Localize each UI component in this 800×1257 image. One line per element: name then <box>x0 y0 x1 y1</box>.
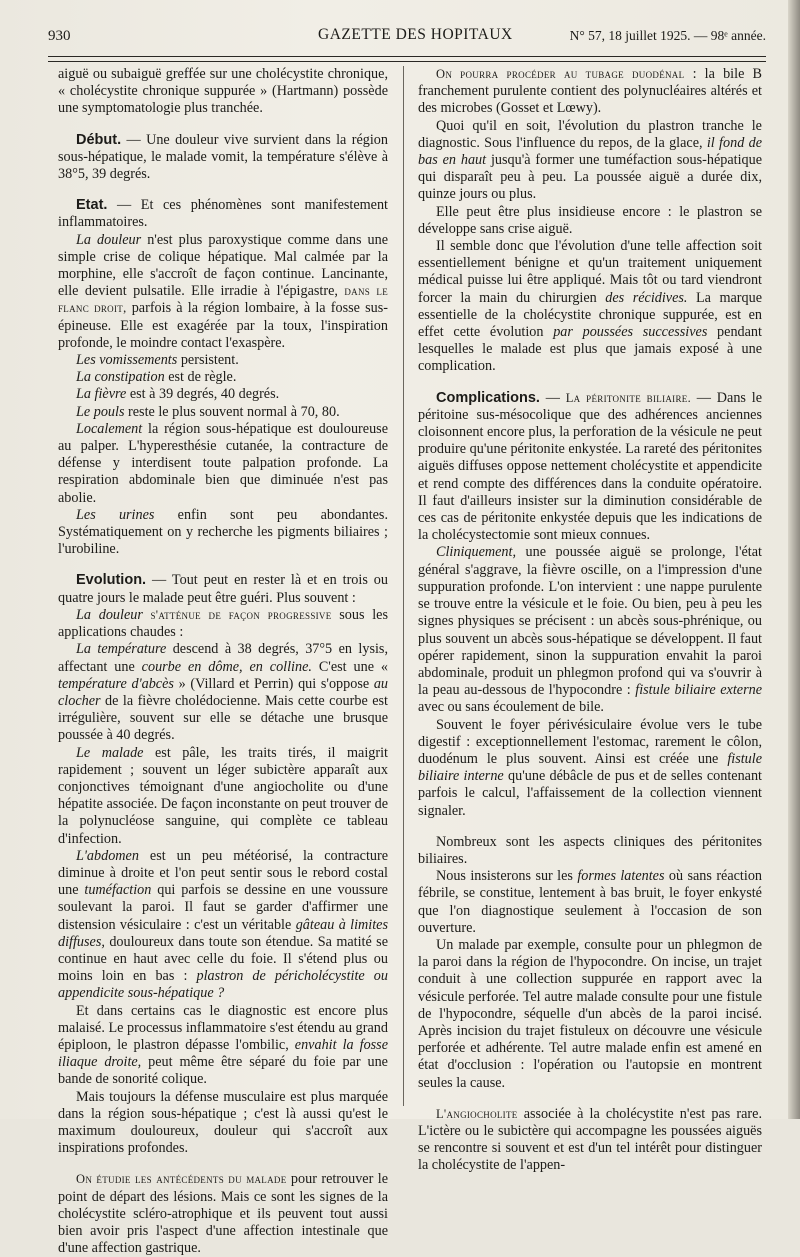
text-run: Quoi qu'il en soit, l'évolution du plastron tranche le diagnostic. Sous l'influence du repos, de la glace, <box>418 117 762 151</box>
paragraph <box>58 232 388 352</box>
text-run: Et dans certains cas le diagnostic est encore plus malaisé. Le processus inflammatoire s'est étendu au grand épiploon, le plastron dépasse l'ombilic, <box>58 1002 388 1053</box>
text-run: On étudie les antécédents du malade <box>76 1172 287 1187</box>
text-run: — Dans le péritoine sus-mésocolique que des adhérences anciennes cloisonnent encore plus, la perforation de la vésicule ne peut produire qu'une péritonite enkystée. La rareté des péritonites aiguës diffuses oppose nettement cholécystite et appendicite et rend compte des différences dans la conduite opératoire. Il faut d'ailleurs insister sur la diminution considérable de ces cas de péritonite enkystée depuis que les indications de la cholécystectomie sont mieux connues. <box>418 389 763 544</box>
section-heading: Complications. <box>436 389 540 406</box>
italic-phrase: courbe en dôme, en colline. <box>141 658 312 675</box>
italic-phrase: envahit la fosse iliaque droite, <box>58 1036 388 1071</box>
text-run: où sans réaction fébrile, se constitue, lentement à bas bruit, le foyer enkysté que l'on diagnostique seulement à l'occasion de son ouverture. <box>418 868 763 936</box>
text-run: L'angiocholite <box>436 1106 518 1121</box>
text-run: La péritonite biliaire. <box>565 390 691 405</box>
paragraph <box>58 386 388 403</box>
italic-phrase: Localement <box>76 420 143 437</box>
text-run: est à 39 degrés, 40 degrés. <box>126 386 280 403</box>
paragraph <box>418 717 762 820</box>
text-run: — Tout peut en rester là et en trois ou quatre jours le malade peut être guéri. Plus souvent : <box>58 572 388 606</box>
text-run: aiguë ou subaiguë greffée sur une cholécystite chronique, « cholécystite chronique suppurée » (Hartmann) possède une symptomatologie plus tranchée. <box>58 66 388 117</box>
text-run: — Et ces phénomènes sont manifestement inflammatoires. <box>58 197 388 231</box>
text-run: La marque essentielle de la cholécystite chronique suppurée, est en effet cette évolution <box>418 289 763 341</box>
text-run: parfois à la région lombaire, à la fosse sus-épineuse. Elle est exagérée par la toux, l'inspiration profonde, le moindre contact l'exaspère. <box>58 300 388 351</box>
paragraph <box>58 352 388 369</box>
section-heading: Evolution. <box>76 572 147 589</box>
section-heading: Etat. <box>76 197 108 214</box>
text-run: n'est plus paroxystique comme dans une simple crise de colique hépatique. Mal calmée par la morphine, elle s'accroît de façon continue. Lancinante, elle devient pulsatile. Elle irradie à l'épigastre, <box>58 231 388 300</box>
paragraph <box>58 507 388 559</box>
paragraph <box>418 868 762 937</box>
text-run: enfin sont peu abondantes. Systématiquement on y recherche les pigments biliaires ; l'urobiline. <box>58 506 389 558</box>
paragraph <box>418 204 762 238</box>
paragraph <box>418 1106 762 1175</box>
text-run: descend à 38 degrés, 37°5 en lysis, affectant une <box>58 641 388 675</box>
text-run: Nombreux sont les aspects cliniques des péritonites biliaires. <box>418 833 762 867</box>
paragraph <box>58 607 388 641</box>
header-rule-bottom <box>48 61 766 62</box>
text-run: Elle peut être plus insidieuse encore : le plastron se développe sans crise aiguë. <box>418 203 762 237</box>
italic-phrase: La constipation <box>76 369 165 386</box>
page-header <box>48 26 766 48</box>
paragraph <box>58 404 388 421</box>
journal-title: GAZETTE DES HOPITAUX <box>318 26 513 43</box>
paragraph <box>58 1003 388 1089</box>
text-run: » (Villard et Perrin) qui s'oppose <box>173 675 374 692</box>
italic-phrase: plastron de péricholécystite ou appendicite sous-hépatique ? <box>58 968 388 1002</box>
section-debut <box>58 132 388 184</box>
text-run: Nous insisterons sur les <box>436 868 578 885</box>
text-run: avec ou sans écoulement de bile. <box>418 699 604 716</box>
text-run: Un malade par exemple, consulte pour un phlegmon de la paroi dans la région de l'hypocondre. On incise, un trajet conduit à une collection suppurée en rapport avec la vésicule perforée. Tel autre malade consulte pour une fistule de l'hypocondre, séquelle d'un abcès de la paroi incisé. Après incision du trajet fistuleux on découvre une vésicule perforée et adhérente. Tel autre malade enfin est amené en état d'occlusion : l'opération ou l'autopsie en montrent seules la cause. <box>418 936 762 1091</box>
issue-date: N° 57, 18 juillet 1925. — 98ᵉ année. <box>569 28 766 43</box>
italic-phrase: Les vomissements <box>76 352 178 369</box>
italic-phrase: La douleur <box>76 606 143 623</box>
right-column <box>418 66 762 1175</box>
text-run: qui parfois se dessine en une voussure soulevant la paroi. Il faut se garder d'affirmer une distension vésiculaire : c'est un véritable <box>58 882 388 933</box>
text-run: associée à la cholécystite n'est pas rare. L'ictère ou le subictère qui accompagne les poussées aiguës se rencontre si souvent et est d'un tel intérêt pour distinguer la cholécystite de l'appen- <box>418 1105 762 1174</box>
text-run: de la fièvre cholédocienne. Mais cette courbe est irrégulière, souvent sur elle se détache une brusque poussée à 40 degrés. <box>58 692 388 744</box>
italic-phrase: fistule biliaire externe <box>635 682 762 699</box>
italic-phrase: Cliniquement, <box>436 544 516 561</box>
text-run: est pâle, les traits tirés, il maigrit rapidement ; souvent un léger subictère apparaît aux conjonctives témoignant d'une angiocholite ou d'une hépatite associée. De façon inconstante on peut trouver de la polynucléose sanguine, qui complète ce tableau d'infection. <box>58 744 388 847</box>
italic-phrase: il fond de bas en haut <box>418 134 762 169</box>
text-run: qu'une débâcle de pus et de selles contenant parfois le calcul, l'affaissement de la collection viennent signaler. <box>418 768 762 819</box>
italic-phrase: La fièvre <box>76 386 127 403</box>
section-evolution <box>58 572 388 606</box>
text-run: pour retrouver le point de départ des lésions. Mais ce sont les signes de la cholécystite scléro-atrophique et ils peuvent tout aussi bien avoir pris l'aspect d'une affection intestinale que d'une affection gastrique. <box>58 1171 388 1257</box>
text-run: jusqu'à former une tuméfaction sous-hépatique qui disparaît peu à peu. La poussée aiguë a durée dix, quinze jours ou plus. <box>418 152 762 203</box>
paragraph <box>58 421 388 507</box>
section-etat <box>58 197 388 231</box>
paragraph <box>418 544 762 716</box>
paragraph <box>58 1171 388 1257</box>
text-run: sous les applications chaudes : <box>58 606 388 641</box>
italic-phrase: L'abdomen <box>76 847 139 864</box>
text-run: On pourra procéder au tubage duodénal <box>436 67 685 81</box>
paragraph <box>418 118 762 204</box>
text-run: — Une douleur vive survient dans la région sous-hépatique, le malade vomit, la température s'élève à 38°5, 39 degrés. <box>58 131 388 183</box>
italic-phrase: des récidives. <box>605 289 688 306</box>
column-divider <box>403 66 404 1106</box>
text-run: — <box>539 389 566 406</box>
text-run: reste le plus souvent normal à 70, 80. <box>124 403 340 420</box>
italic-phrase: La douleur <box>76 231 142 248</box>
italic-phrase: tuméfaction <box>84 882 152 899</box>
left-column <box>58 66 388 1257</box>
italic-phrase: formes latentes <box>577 868 665 885</box>
text-run: : la bile B franchement purulente contient des polynucléaires altérés et des microbes (Gosset et Lœwy). <box>418 66 762 117</box>
italic-phrase: Le pouls <box>76 403 125 420</box>
italic-phrase: Les urines <box>76 506 155 523</box>
text-run: est de règle. <box>164 369 237 386</box>
header-rule-top <box>48 56 766 57</box>
paragraph <box>58 1089 388 1158</box>
text-run: s'atténue de façon progressive <box>142 607 332 622</box>
italic-phrase: température d'abcès <box>58 675 174 692</box>
paragraph <box>58 66 388 118</box>
paragraph <box>58 641 388 744</box>
italic-phrase: au clocher <box>58 675 388 709</box>
paragraph <box>418 238 762 376</box>
paragraph <box>418 834 762 868</box>
paragraph <box>58 369 388 386</box>
text-run: est un peu météorisé, la contracture diminue à droite et l'on peut sentir sous le rebord costal une <box>58 847 388 899</box>
paragraph <box>58 848 388 1003</box>
italic-phrase: fistule biliaire interne <box>418 750 762 785</box>
text-run: peut même être séparé du foie par une bande de sonorité colique. <box>58 1054 388 1088</box>
text-run: une poussée aiguë se prolonge, l'état général s'aggrave, la fièvre oscille, on a l'impression d'une suppuration profonde. L'on intervient : une nappe purulente se trouve entre la vésicule et le foie. Ou bien, peu à peu les signes physiques se précisent : un abcès sous-phrénique, ou plus souvent un abcès sous-hépatique se développent. Il faut opérer rapidement, sinon la suppuration envahit la paroi abdominale, produit un phlegmon profond qui va s'ouvrir à la peau au-dessous de l'hypocondre : <box>418 544 762 699</box>
page-edge-shadow <box>788 0 800 1119</box>
page-number: 930 <box>48 28 71 44</box>
text-run: pendant lesquelles le malade est plus que jamais exposé à une complication. <box>418 324 762 375</box>
section-heading: Début. <box>76 131 122 148</box>
italic-phrase: La température <box>76 641 167 658</box>
text-run: Souvent le foyer périvésiculaire évolue vers le tube digestif : exceptionnellement l'estomac, rarement le côlon, duodénum le plus souvent. Ainsi est créée une <box>418 716 762 767</box>
paragraph <box>58 745 388 848</box>
italic-phrase: Le malade <box>76 744 144 761</box>
paragraph <box>418 66 762 118</box>
text-run: la région sous-hépatique est douloureuse au palper. L'hyperesthésie cutanée, la contracture de défense y interdisent toute palpation profonde. La respiration abdominale bien que diminuée n'est pas abolie. <box>58 420 388 506</box>
italic-phrase: gâteau à limites diffuses, <box>58 916 388 950</box>
text-run: Mais toujours la défense musculaire est plus marquée dans la région sous-hépatique ; c'est là aussi qu'est le maximum douloureux, douleur qui s'accroît aux inspirations profondes. <box>58 1088 388 1157</box>
text-run: persistent. <box>177 352 239 369</box>
italic-phrase: par poussées successives <box>553 324 708 341</box>
section-complications <box>418 390 762 545</box>
text-run: C'est une « <box>311 658 389 675</box>
paragraph <box>418 937 762 1092</box>
text-run: douloureux dans toute son étendue. Sa matité se continue en haut avec celle du foie. Il s'étend plus ou moins loin en bas : <box>58 933 388 985</box>
text-run: Il semble donc que l'évolution d'une telle affection soit essentiellement bénigne et qu'un traitement uniquement médical puisse lui être appliqué. Mais tôt ou tard viendront forcer la main du chirurgien <box>418 238 762 306</box>
text-run: dans le flanc droit, <box>58 284 388 316</box>
